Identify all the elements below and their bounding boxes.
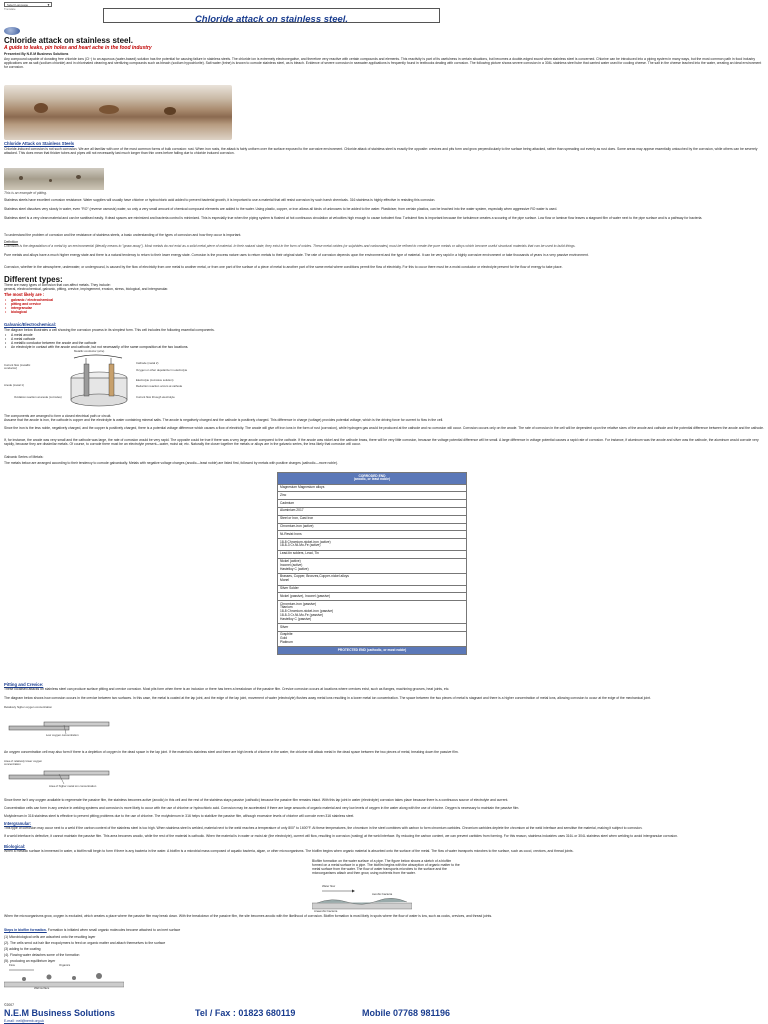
- diagram-label: Organics: [59, 963, 71, 967]
- diagram-label: Anaerobic bacteria: [314, 909, 338, 913]
- table-row: [278, 523, 467, 531]
- pitting-p3: An oxygen concentration cell may also form if there is a depletion of oxygen in the dead space in the lap joint. If the material is stainless steel and there are high levels of chlorine in the water, the chlorine will attack metal in the dead space between the two pieces of metal, breaking down the passive film.: [4, 750, 459, 754]
- likely-list: [4, 298, 204, 314]
- crevice-diagram-1: [4, 706, 114, 744]
- chloride-attack-link[interactable]: Chloride Attack on Stainless Steels: [4, 141, 75, 146]
- table-row: [278, 593, 467, 601]
- diagram-label: Aerobic bacteria: [372, 892, 393, 896]
- intergranular-heading: Intergranular:: [4, 821, 32, 826]
- table-row: [278, 484, 467, 492]
- table-row: [278, 515, 467, 523]
- logo: [4, 27, 20, 35]
- pitting-heading: Pitting and Crevice:: [4, 682, 44, 687]
- intro-tagline: A guide to leaks, pin holes and heart ache in the food industry: [4, 45, 152, 51]
- pitting-p6: Molybdenum in 316 stainless steel is effective to prevent pitting problems due to the use of chlorine. The molybdenum in 316 helps to stabilize the passive film, although excessive levels of chlorine will corrode even 316 stainless steel.: [4, 814, 355, 818]
- table-row: [278, 647, 467, 655]
- galvanic-p4: If, for instance, the anode was very small and the cathode was large, the rate of corrosion would be very rapid. The opposite could be true if there was a very large anode compared to the cathode. If the anode was nickel and the cathode brass, there will be very little corrosion, because the voltage potential difference will be small. A large difference in voltage potential causes a rapid rate of corrosion. For instance, if aluminum was the anode and silver was the cathode, the aluminum would corrode very rapidly, because they are dissimilar metals. Of course, to corrode there must be an electrolyte present—water, moist air, etc. Naturally the closer together the metals or alloys are in the galvanic series, the less likely that corrosion will occur.: [4, 438, 759, 447]
- diagram-label: Anode (metal 1): [4, 383, 24, 387]
- step-item: (1) Microbiological cells are adsorbed onto the resulting layer: [4, 935, 96, 939]
- types-intro: There are many types of corrosion that can affect metals. They include:: [4, 283, 111, 287]
- pitting-p2: The diagram below shows how corrosion occurs in the crevice between two surfaces. In this case, the metal is coated at the lap joint, and the edge of the lap joint, movement of water (electrolyte) flushes away metal ions resulting in a lower metal ion concentration. The space between the two pieces of metal is stagnant and there is a higher concentration of metal ions, allowing corrosion to occur at the edge of the mechanical joint.: [4, 696, 651, 700]
- diagram-label: Water flow: [322, 884, 336, 888]
- list-item: • biological: [4, 310, 204, 314]
- diagram-label: Metallic conductor (wire): [74, 349, 105, 353]
- table-cell: Nickel (active) Inconel (active) Hastelloy C (active): [278, 558, 467, 573]
- step-item: (5). producing an equilibrium layer: [4, 959, 56, 963]
- list-item: • intergranular: [4, 306, 204, 310]
- powered-by: Translate: [4, 7, 16, 11]
- list-item: • galvanic / electrochemical: [4, 298, 204, 302]
- language-select-label: Select Language: [7, 2, 28, 7]
- table-cell: Zinc: [278, 492, 467, 500]
- table-cell: CORRODED END (anodic, or least noble): [278, 473, 467, 485]
- biofilm-diagram: [312, 885, 412, 913]
- table-cell: Graphite Gold Platinum: [278, 631, 467, 646]
- diagram-label: Current flow (metallic conductor): [4, 363, 31, 371]
- chevron-down-icon: ▼: [47, 3, 50, 7]
- presented-by: Presented By N.E.M Business Solutions: [4, 52, 69, 56]
- galvanic-heading: Galvanic/Electrochemical:: [4, 322, 57, 327]
- pitting-photo: [4, 168, 104, 190]
- step-item: (3) adding to the coating: [4, 947, 41, 951]
- table-cell: Cadmium: [278, 500, 467, 508]
- footer-mobile: Mobile 07768 981196: [362, 1008, 451, 1018]
- types-heading: Different types:: [4, 275, 63, 284]
- diagram-label: Area of higher metal ion concentration: [49, 784, 97, 788]
- corroded-pipe-photo: [4, 85, 232, 140]
- likely-heading: The most likely are :: [4, 292, 45, 297]
- diagram-label: Current flow through electrolyte: [136, 395, 175, 399]
- step-item: (2). The cells send out hair like exopolymers to feed on organic matter and attach themselves to the surface: [4, 941, 166, 945]
- table-cell: Silver Solder: [278, 585, 467, 593]
- galvanic-p2: Assume that the anode is iron, the cathode is copper and the electrolyte is water containing mineral salts. The anode is negatively charged and the cathode is positively charged. This difference in charge (voltage) provides potential voltage, which is the driving force for current to flow in the cell.: [4, 418, 444, 422]
- footer-tel: Tel / Fax : 01823 680119: [195, 1008, 296, 1018]
- list-item: • A metallic conductor between the anode and the cathode: [4, 341, 604, 345]
- footer-company: N.E.M Business Solutions: [4, 1008, 116, 1018]
- section1-p2: Stainless steels have excellent corrosion resistance. Water supplies will usually have chlorine or hydrochloric acid added to prevent bacterial growth, it is important to use a material that will resist corrosion by such harsh chemicals. 316 stainless is highly effective in resisting this corrosion.: [4, 198, 436, 202]
- definition-p3: Corrosion, whether in the atmosphere, underwater, or underground, is caused by the flow of electricity from one metal to another metal, or from one part of the surface of a piece of metal to another part of the same metal where conditions permit the flow of electricity. For this to occur there must be a moist conductor or electrolyte present for the flow of energy to take place.: [4, 265, 563, 269]
- table-cell: Magnesium Magnesium alloys: [278, 484, 467, 492]
- table-cell: 18-8 Chromium-nickel-iron (active) 18-8-3 Cr-Ni-Mo-Fe (active): [278, 539, 467, 551]
- table-row: [278, 624, 467, 632]
- table-row: [278, 573, 467, 585]
- biological-heading: Biological:: [4, 844, 26, 849]
- biological-side-text: Biofilm formation on the water surface of a pipe. The figure below shows a sketch of a biofilm formed on a metal surface in a pipe. The biofilm begins with the absorption of organic matter to the metal surface from the water. The flow of water transports microbes to the surface and the microorganisms attach and then grow, using nutrients from the water.: [312, 859, 460, 876]
- list-item: • A metal cathode: [4, 337, 604, 341]
- copyright: ©2007: [4, 1003, 15, 1007]
- galvanic-series-table: [277, 472, 467, 655]
- section1-p5: To understand the problem of corrosion and the resistance of stainless steels, a basic understanding of the types of corrosion and how they occur is important.: [4, 233, 242, 237]
- definition-label: Definition: [4, 240, 19, 244]
- galvanic-series-label: Galvanic Series of Metals:: [4, 455, 44, 459]
- crevice-diagram-2: [4, 760, 114, 796]
- diagram-label: Wall surface: [34, 986, 50, 990]
- pitting-p4: Since there isn't any oxygen available to regenerate the passive film, the stainless becomes active (anodic) in this cell and the rest of the stainless stays passive (cathodic) because the passive film remains intact. With this lap joint in water (electrolyte) corrosion takes place because there is a continuous source of electrolyte and current.: [4, 798, 509, 802]
- table-row: [278, 500, 467, 508]
- page-title: Chloride attack on stainless steel.: [194, 14, 349, 25]
- diagram-label: Relatively higher oxygen concentration: [4, 705, 53, 709]
- section1-p4: Stainless steel is a very clean material and can be sanitised easily. If dead spaces are minimized and bacteria control is minimized. This is especially true when the piping system is flushed at hot continuous circulation at velocities high enough to cause turbulent flow. Turbulent flow is important because the turbulence creates a scouring of the pipe surface. Low flow or laminar flow leaves a stagnant film of water next to the pipe surface and is a pathway for bacteria.: [4, 216, 703, 220]
- definition-p2: Pure metals and alloys have a much higher energy state and there is a natural tendency to return to their lower energy state. Corrosion is the process nature uses to return metals to their original state. The rate of corrosion depends upon the environment and the type of material. It can be very rapid in a highly corrosive environment or take thousands of years in a very passive environment.: [4, 253, 589, 257]
- intergranular-p2: If a weld interface is defective, it cannot maintain the passive film. This area becomes anodic, while the rest of the material is cathodic. When the material is in water or moist air (the electrolyte), current will flow, resulting in corrosion (rusting) at the weld interface. By reducing the carbon content, we can prevent carbides from forming. For this reason, stainless industries uses 316L or 304L stainless steel when welding to avoid intergranular corrosion.: [4, 834, 678, 838]
- steps-heading-rest: Formation is initiated when small organic molecules become attached to an inert surface: [47, 928, 181, 932]
- intergranular-p1: This type of corrosion may occur next to a weld if the carbon content of the stainless steel is too high. When stainless steel is welded, material next to the weld reaches a temperature of only 800° to 1600°F. At these temperatures, the chromium in the steel combines with carbon to form chromium carbides. Chromium carbides deplete the chromium at the weld interface and sensitise the material, making it subject to corrosion.: [4, 826, 643, 830]
- table-cell: Nickel (passive), Inconel (passive): [278, 593, 467, 601]
- galvanic-intro: The diagram below illustrates a cell showing the corrosion process in its simplest form. This cell includes the following essential components.: [4, 328, 215, 332]
- definition-text: Corrosion is the degradation of a metal by an environmental (literally means to "gnaw away"). Most metals do not exist as a solid metal piece of material. In their natural state, they exist in the form of oxides. These metal oxides (or sulphides and carbonates) must be refined to create the pure metals or alloys which become useful structural materials that can be used to build things.: [4, 244, 576, 248]
- intro-heading: Chloride attack on stainless steel.: [4, 36, 133, 45]
- footer-email-link[interactable]: E-mail : neil@nemb.org.uk: [4, 1019, 45, 1023]
- diagram-label: Oxygen or other depolarizer in electrolyte: [136, 368, 188, 372]
- table-row: [278, 558, 467, 573]
- table-cell: Ni-Resist Irons: [278, 531, 467, 539]
- table-cell: Aluminium 2017: [278, 507, 467, 515]
- biofilm-steps-diagram: [4, 964, 124, 990]
- table-row: [278, 550, 467, 558]
- table-cell: Chromium-iron (active): [278, 523, 467, 531]
- biological-p1: When a metallic surface is immersed in water, a biofilm will begin to form if there is any bacteria in the water. A biofilm is a microbial mass composed of aquatic bacteria, algae, or other microorganisms. The biofilm begins when organic material is absorbed onto the surface of the metal. The flow of water transports microbes to the surface, such as cocci, crevices, and thread joints.: [4, 849, 574, 853]
- table-row: [278, 492, 467, 500]
- table-row: [278, 507, 467, 515]
- table-row: [278, 631, 467, 646]
- types-list-text: general, electrochemical, galvanic, pitting, crevice, impingement, erosion, stress, biological, and intergranular.: [4, 287, 169, 291]
- diagram-label: Oxidation reaction at anode (corrodes): [14, 395, 62, 399]
- galvanic-components: [4, 333, 604, 349]
- diagram-label: Flow: [9, 963, 15, 967]
- title-banner: [103, 8, 440, 23]
- table-cell: Brasses, Copper, Bronzes,Copper-nickel alloys Monel: [278, 573, 467, 585]
- pitting-caption: This is an example of pitting.: [4, 191, 47, 195]
- diagram-label: Electrolyte (corrosive solution): [136, 378, 174, 382]
- table-cell: Lead-tin solders, Lead, Tin: [278, 550, 467, 558]
- list-item: • An electrolyte in contact with the anode and cathode, but not necessarily of the same composition at the two locations.: [4, 345, 604, 349]
- diagram-label: Reduction reaction occurs at cathode: [136, 384, 183, 388]
- table-row: [278, 601, 467, 624]
- table-cell: Chromium-iron (passive) Titanium 18-8 Chromium-nickel-iron (passive) 18-8-3 Cr-Ni-Mo-Fe (passive) Hastelloy C (passive): [278, 601, 467, 624]
- diagram-label: Area of relatively lower oxygen concentration: [4, 759, 43, 767]
- section1-p3: Stainless steel dissolves very slowly in water, even "RO" (reverse osmosis) water, so only a very small amount of chemical compound elements are added to the water. Using plastic, copper, or iron allows all kinds of unknowns to be added to the water. Plasticiser, from certain plastics, can be leached into the water system, especially when aggressive RO water is used.: [4, 207, 558, 211]
- table-row: [278, 473, 467, 485]
- intro-paragraph: Any compound capable of donating free chloride ions (Cl⁻) to an aqueous (water-based) solution has the potential for causing failure in stainless steels. The chloride ion is extremely electronegative, and therefore very reactive with certain compounds and elements. This reactivity is part of its usefulness in certain situations, but becomes a double-edged sword when stainless steel is concerned. Chlorine can be introduced into a piping system in many ways, but the most common path in food industry applications are as salt (sodium chloride) and in chlorinated cleaning and sterilizing compounds such as bleach (sodium hypochlorite). Salt water (brine) is known to corrode stainless steel, as is bleach. Evidence of severe corrosion in seawater applications is frequently found in textbooks dealing with corrosion. The following picture shows severe corrosion in a 304L stainless steel tube that carried water used for cooling cheese. The salt in the cheese leached into the water, creating an ideal environment for corrosion.: [4, 57, 762, 70]
- table-cell: Steel or Iron, Cast Iron: [278, 515, 467, 523]
- galvanic-cell-diagram: [4, 350, 224, 410]
- table-row: [278, 585, 467, 593]
- galvanic-p3: Since the iron is the less noble, negatively charged, and the copper is positively charged, there is a potential voltage difference which causes a flow of electricity. The anode will give off iron ions in the form of rust (corrosion), while hydrogen gas would be produced at the cathode and no corrosion will occur. Corrosion occurs only on the anode. The rate of corrosion in the cell will be dependent upon the relative sizes of the anode and cathode and the potential difference between the anode and the cathode.: [4, 426, 764, 430]
- pitting-p1: These localised attacks on stainless steel can produce surface pitting and crevice corrosion. Most pits form when there is an inclusion or there has been a breakdown of the passive film. Crevice corrosion occurs at locations where crevices exist, such as flanges, machining grooves, heat joints, etc.: [4, 687, 450, 691]
- galvanic-p1: The components are arranged to form a closed electrical path or circuit.: [4, 414, 112, 418]
- table-row: [278, 539, 467, 551]
- list-item: • pitting and crevice: [4, 302, 204, 306]
- list-item: • A metal anode: [4, 333, 604, 337]
- steps-heading: Steps in biofilm formation.: [4, 928, 47, 932]
- table-row: [278, 531, 467, 539]
- table-cell: Silver: [278, 624, 467, 632]
- diagram-label: Low oxygen concentration: [46, 733, 79, 737]
- galvanic-series-intro: The metals below are arranged according to their tendency to corrode galvanically. Metals with negative voltage charges (anodic—least noble) are listed first, followed by metals with positive charges (cathodic—more noble).: [4, 461, 338, 465]
- pitting-p5: Concentration cells can form in any crevice in welding systems and corrosion is more likely to occur with the use of chlorine or hydrochloric acid. Corrosion may be accelerated if there are large amounts of organic material and very low levels of oxygen in the water along with the use of chlorine. Oxygen is necessary to maintain the passive film.: [4, 806, 520, 810]
- step-item: (4). Flowing water detaches some of the formation: [4, 953, 80, 957]
- section1-p1: Chloride-induced corrosion is not such corrosion. We are all familiar with one of the most common forms of bulk corrosion: rust. When iron rusts, the attack is fairly uniform over the surface exposed to the corrosive environment. Chloride attack of stainless steel is exactly the opposite: crevices and pits form and grow perpendicularly to the surface being attacked, rather than spreading out evenly as rust does. Some areas may appear essentially untouched by the corrosion, while others can be severely attacked. This does mean that thicker tubes and pipes will not necessarily last much longer than thin ones before failing due to chloride induced corrosion.: [4, 147, 758, 156]
- biological-p2: When the microorganisms grow, oxygen is excluded, which creates a place where the passive film may break down. With the breakdown of the passive film, the site becomes anodic with the likelihood of corrosion. Biofilm formation is most likely in spots where the flow of water is low, such as cocks, crevices, and thread joints.: [4, 914, 493, 918]
- steps-heading-line: [4, 928, 764, 932]
- diagram-label: Cathode (metal 2): [136, 361, 159, 365]
- table-cell: PROTECTED END (cathodic, or most noble): [278, 647, 467, 655]
